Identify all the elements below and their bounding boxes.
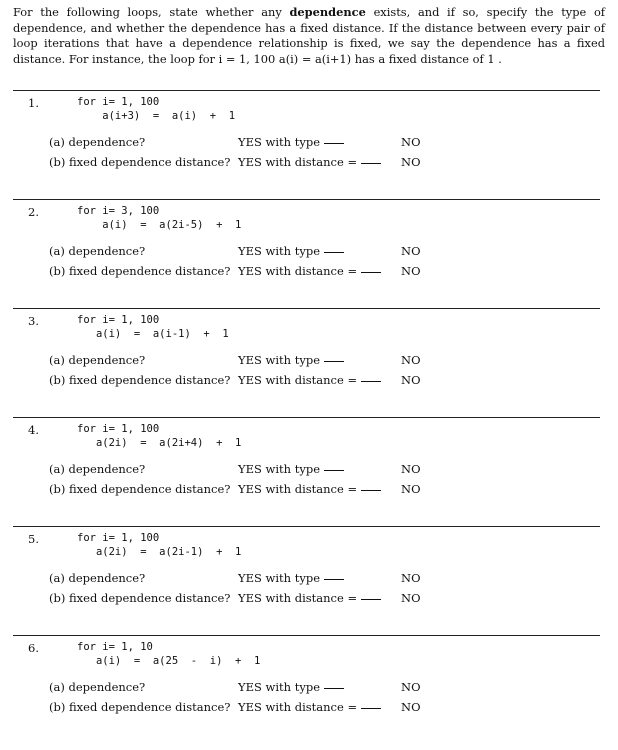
- loop-header: for i= 1, 100: [77, 532, 160, 544]
- problem-2: [13, 199, 600, 308]
- distance-answer-blank[interactable]: [361, 708, 381, 709]
- problem-6: [13, 635, 600, 744]
- yes-distance-label: YES with distance =: [238, 591, 358, 605]
- loop-body: a(2i) = a(2i-1) + 1: [77, 546, 242, 558]
- type-answer-blank[interactable]: [324, 361, 344, 362]
- yes-distance-label: YES with distance =: [238, 373, 358, 387]
- question-dependence: (a) dependence?: [49, 680, 146, 694]
- yes-type-option[interactable]: [238, 244, 344, 258]
- loop-body: a(i) = a(25 - i) + 1: [77, 655, 261, 667]
- question-fixed-distance: (b) fixed dependence distance?: [49, 373, 231, 387]
- type-answer-blank[interactable]: [324, 470, 344, 471]
- no-dependence-option[interactable]: NO: [401, 244, 421, 258]
- type-answer-blank[interactable]: [324, 143, 344, 144]
- problem-number: 6.: [28, 641, 39, 655]
- question-dependence: (a) dependence?: [49, 571, 146, 585]
- loop-body: a(i+3) = a(i) + 1: [77, 110, 236, 122]
- yes-distance-option[interactable]: [238, 482, 381, 496]
- loop-header: for i= 1, 10: [77, 641, 153, 653]
- distance-answer-blank[interactable]: [361, 163, 381, 164]
- yes-type-option[interactable]: [238, 680, 344, 694]
- loop-code: [77, 422, 241, 450]
- problem-number: 3.: [28, 314, 39, 328]
- loop-header: for i= 1, 100: [77, 314, 160, 326]
- yes-distance-option[interactable]: [238, 373, 381, 387]
- yes-type-option[interactable]: [238, 353, 344, 367]
- no-fixed-distance-option[interactable]: NO: [401, 482, 421, 496]
- question-fixed-distance: (b) fixed dependence distance?: [49, 700, 231, 714]
- loop-header: for i= 3, 100: [77, 205, 160, 217]
- no-dependence-option[interactable]: NO: [401, 680, 421, 694]
- distance-answer-blank[interactable]: [361, 272, 381, 273]
- no-fixed-distance-option[interactable]: NO: [401, 373, 421, 387]
- loop-code: [77, 640, 260, 668]
- loop-code: [77, 531, 241, 559]
- section-divider: [13, 417, 600, 418]
- yes-type-option[interactable]: [238, 571, 344, 585]
- yes-type-option[interactable]: [238, 462, 344, 476]
- no-dependence-option[interactable]: NO: [401, 462, 421, 476]
- question-dependence: (a) dependence?: [49, 135, 146, 149]
- yes-distance-option[interactable]: [238, 591, 381, 605]
- loop-body: a(2i) = a(2i+4) + 1: [77, 437, 242, 449]
- no-fixed-distance-option[interactable]: NO: [401, 700, 421, 714]
- intro-text-end: exists, and if so, specify the type of dependence, and whether the dependence has a fixed distance. If the distance between every pair of loop iterations that have a dependence relationship is fixed, we say the dependence has a fixed distance. For instance, the loop for i = 1, 100 a(i) = a(i+1) has a fixed distance of 1 .: [13, 5, 606, 66]
- yes-type-label: YES with type: [238, 244, 321, 258]
- yes-distance-label: YES with distance =: [238, 700, 358, 714]
- question-dependence: (a) dependence?: [49, 353, 146, 367]
- problem-number: 4.: [28, 423, 39, 437]
- problem-3: [13, 308, 600, 417]
- yes-type-option[interactable]: [238, 135, 344, 149]
- yes-distance-label: YES with distance =: [238, 264, 358, 278]
- section-divider: [13, 90, 600, 91]
- loop-code: [77, 204, 241, 232]
- question-dependence: (a) dependence?: [49, 244, 146, 258]
- yes-distance-label: YES with distance =: [238, 482, 358, 496]
- distance-answer-blank[interactable]: [361, 599, 381, 600]
- section-divider: [13, 526, 600, 527]
- type-answer-blank[interactable]: [324, 688, 344, 689]
- yes-type-label: YES with type: [238, 680, 321, 694]
- no-dependence-option[interactable]: NO: [401, 571, 421, 585]
- yes-type-label: YES with type: [238, 135, 321, 149]
- section-divider: [13, 199, 600, 200]
- type-answer-blank[interactable]: [324, 579, 344, 580]
- distance-answer-blank[interactable]: [361, 490, 381, 491]
- problem-number: 1.: [28, 96, 39, 110]
- type-answer-blank[interactable]: [324, 252, 344, 253]
- intro-bold-term: dependence: [289, 5, 366, 19]
- question-fixed-distance: (b) fixed dependence distance?: [49, 591, 231, 605]
- yes-type-label: YES with type: [238, 353, 321, 367]
- problem-5: [13, 526, 600, 635]
- section-divider: [13, 308, 600, 309]
- no-fixed-distance-option[interactable]: NO: [401, 155, 421, 169]
- yes-type-label: YES with type: [238, 571, 321, 585]
- yes-type-label: YES with type: [238, 462, 321, 476]
- question-fixed-distance: (b) fixed dependence distance?: [49, 264, 231, 278]
- intro-text-start: For the following loops, state whether any: [13, 5, 282, 19]
- no-dependence-option[interactable]: NO: [401, 135, 421, 149]
- loop-code: [77, 95, 235, 123]
- problem-4: [13, 417, 600, 526]
- question-fixed-distance: (b) fixed dependence distance?: [49, 155, 231, 169]
- section-divider: [13, 635, 600, 636]
- instructions-paragraph: [13, 5, 605, 67]
- distance-answer-blank[interactable]: [361, 381, 381, 382]
- yes-distance-label: YES with distance =: [238, 155, 358, 169]
- yes-distance-option[interactable]: [238, 264, 381, 278]
- loop-header: for i= 1, 100: [77, 96, 160, 108]
- yes-distance-option[interactable]: [238, 155, 381, 169]
- problem-number: 2.: [28, 205, 39, 219]
- no-dependence-option[interactable]: NO: [401, 353, 421, 367]
- loop-body: a(i) = a(2i-5) + 1: [77, 219, 242, 231]
- question-fixed-distance: (b) fixed dependence distance?: [49, 482, 231, 496]
- problem-1: [13, 90, 600, 199]
- yes-distance-option[interactable]: [238, 700, 381, 714]
- no-fixed-distance-option[interactable]: NO: [401, 591, 421, 605]
- question-dependence: (a) dependence?: [49, 462, 146, 476]
- loop-body: a(i) = a(i-1) + 1: [77, 328, 229, 340]
- loop-code: [77, 313, 229, 341]
- problem-number: 5.: [28, 532, 39, 546]
- no-fixed-distance-option[interactable]: NO: [401, 264, 421, 278]
- loop-header: for i= 1, 100: [77, 423, 160, 435]
